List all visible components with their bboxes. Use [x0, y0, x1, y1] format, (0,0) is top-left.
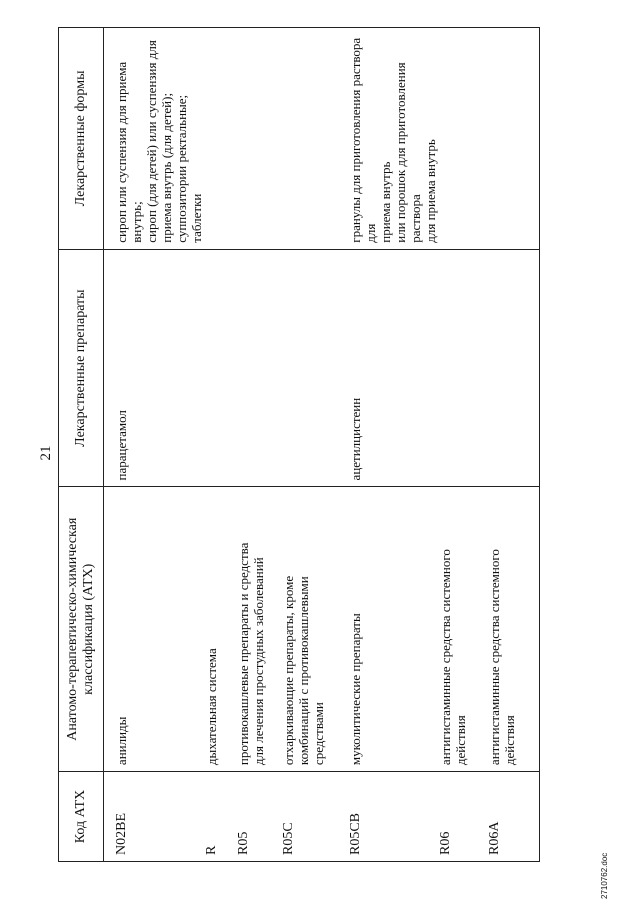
- table-row: [236, 28, 281, 862]
- row-forms: [104, 28, 205, 250]
- table-row: [348, 28, 438, 862]
- classification-line: дыхательная система: [204, 648, 219, 766]
- classification-line: действия: [453, 715, 468, 766]
- row-code: N02BE: [104, 772, 205, 862]
- classification-line: антигистаминные средства системного: [438, 549, 453, 766]
- row-classification: [104, 487, 205, 772]
- row-drug: ацетилцистеин: [348, 249, 438, 487]
- classification-line: антигистаминные средства системного: [487, 549, 502, 766]
- row-drug: [487, 249, 540, 487]
- table-row: [281, 28, 348, 862]
- row-classification: [281, 487, 348, 772]
- form-line: для приема внутрь: [423, 139, 438, 243]
- form-line: сироп (для детей) или суспензия для: [144, 40, 159, 243]
- row-classification: [487, 487, 540, 772]
- row-drug: [204, 249, 236, 487]
- row-code: R05C: [281, 772, 348, 862]
- document-file-id: 2710762.doc: [600, 852, 609, 899]
- classification-line: анилиды: [114, 716, 129, 766]
- classification-line: комбинаций с противокашлевыми: [296, 576, 311, 766]
- classification-line: действия: [502, 715, 517, 766]
- row-classification: [348, 487, 438, 772]
- row-classification: [236, 487, 281, 772]
- form-line: суппозитории ректальные;: [174, 94, 189, 243]
- row-forms: [204, 28, 236, 250]
- row-classification: [204, 487, 236, 772]
- row-code: R05: [236, 772, 281, 862]
- table-row: [104, 28, 205, 862]
- form-line: или порошок для приготовления раствора: [393, 59, 423, 243]
- header-forms: Лекарственные формы: [59, 28, 104, 250]
- table-header-row: [59, 28, 104, 862]
- header-drugs: Лекарственные препараты: [59, 249, 104, 487]
- row-forms: [348, 28, 438, 250]
- row-classification: [438, 487, 487, 772]
- classification-line: противокашлевые препараты и средства: [236, 542, 251, 766]
- form-line: гранулы для приготовления раствора для: [348, 34, 378, 243]
- row-code: R06: [438, 772, 487, 862]
- row-forms: [487, 28, 540, 250]
- classification-line: средствами: [311, 702, 326, 766]
- atx-table: [58, 27, 540, 862]
- form-line: сироп или суспензия для приема внутрь;: [114, 58, 144, 243]
- form-line: таблетки: [189, 193, 204, 243]
- header-code: Код АТХ: [59, 772, 104, 862]
- row-code: R05CB: [348, 772, 438, 862]
- page-number: 21: [38, 445, 54, 461]
- form-line: приема внутрь: [378, 161, 393, 243]
- row-drug: парацетамол: [104, 249, 205, 487]
- row-drug: [281, 249, 348, 487]
- classification-line: для лечения простудных заболеваний: [251, 557, 266, 766]
- header-classification: Анатомо-терапевтическо-химическая классификация (АТХ): [59, 487, 104, 772]
- table-row: [487, 28, 540, 862]
- classification-line: муколитические препараты: [348, 613, 363, 766]
- row-forms: [438, 28, 487, 250]
- row-forms: [281, 28, 348, 250]
- row-drug: [438, 249, 487, 487]
- classification-line: отхаркивающие препараты, кроме: [281, 575, 296, 766]
- row-drug: [236, 249, 281, 487]
- table-row: [204, 28, 236, 862]
- table-row: [438, 28, 487, 862]
- row-code: R06A: [487, 772, 540, 862]
- row-code: R: [204, 772, 236, 862]
- form-line: приема внутрь (для детей);: [159, 92, 174, 243]
- row-forms: [236, 28, 281, 250]
